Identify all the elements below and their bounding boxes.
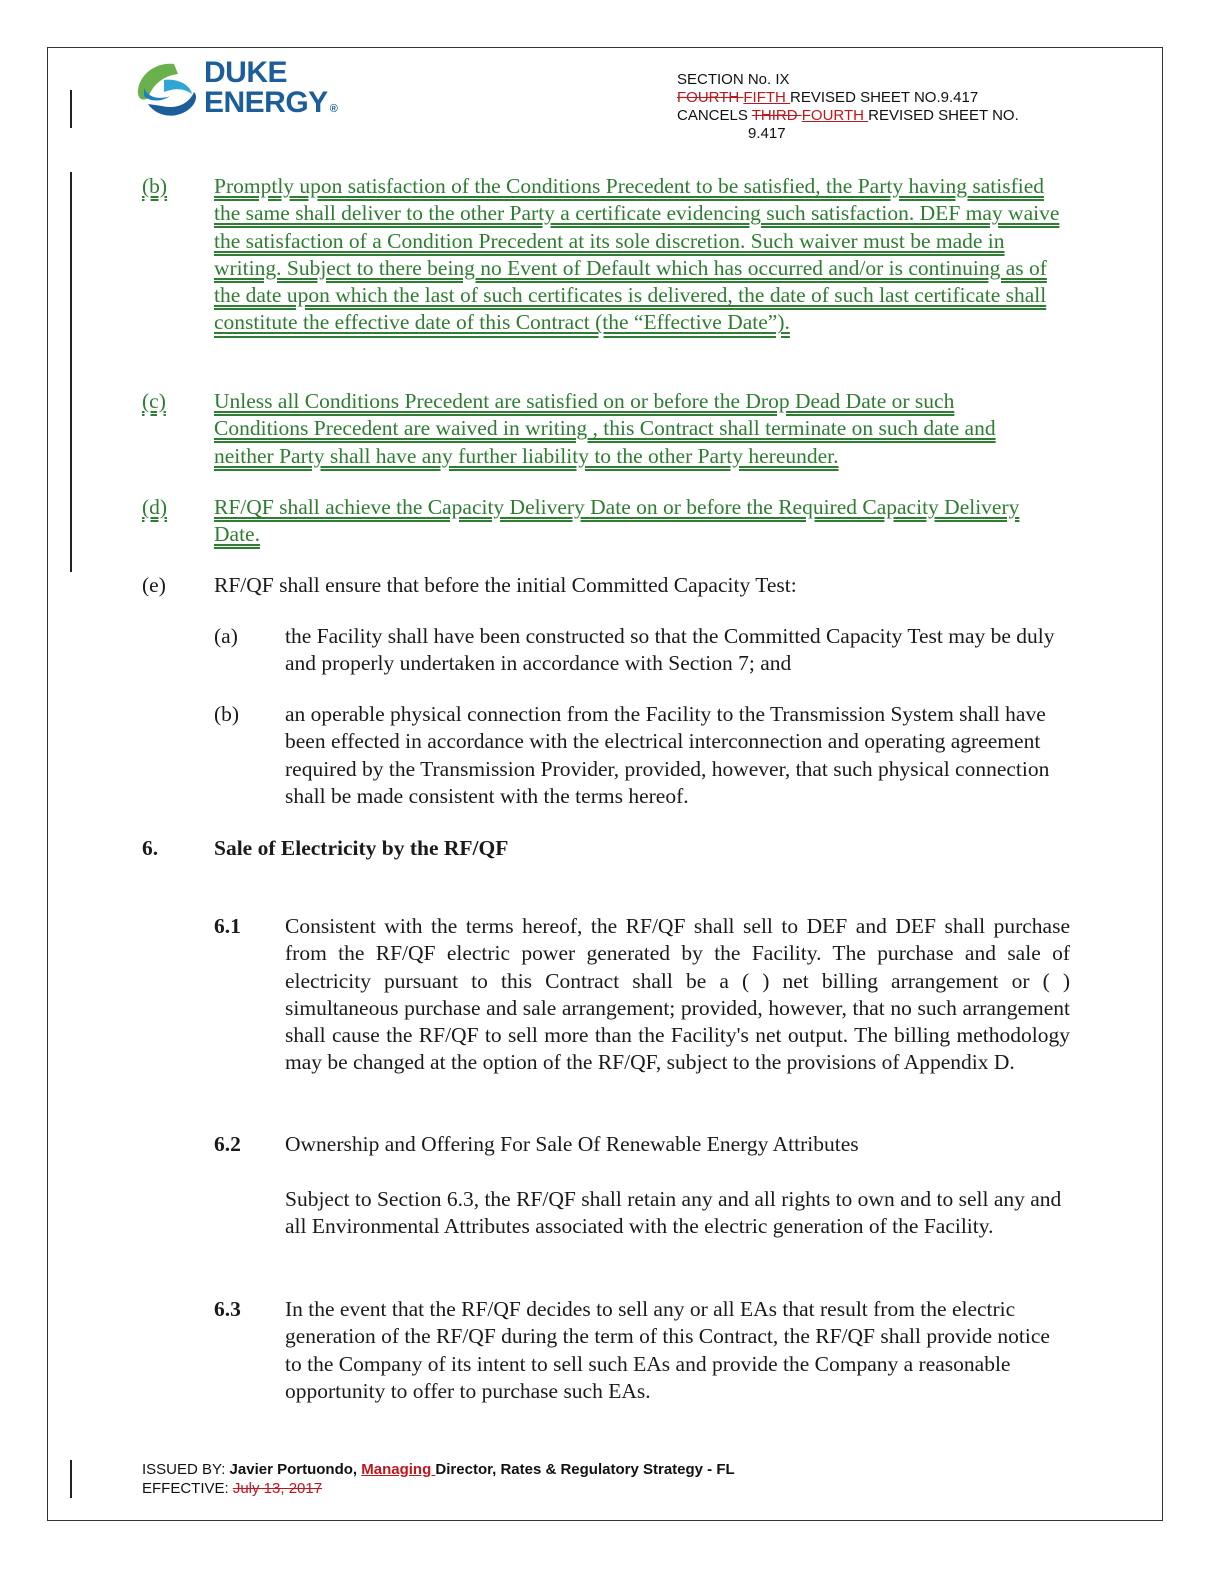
clause-c-label: (c) (142, 389, 166, 413)
subclause-b-label: (b) (214, 702, 240, 726)
issued-by-inserted: Managing (361, 1461, 436, 1478)
section-number: SECTION No. IX (677, 71, 790, 88)
sheet-inserted-text: FIFTH (743, 89, 791, 106)
logo-line2: ENERGY (204, 86, 328, 119)
logo-reg-mark: ® (329, 103, 338, 115)
change-bar-header (70, 90, 72, 128)
section-6-2-text: Subject to Section 6.3, the RF/QF shall retain any and all rights to own and to sell any and all Environmental Attributes associated with the electric generation of the Facility. (285, 1187, 1062, 1239)
sheet-header (677, 71, 1019, 143)
subclause-b-text: an operable physical connection from the Facility to the Transmission System shall have been effected in accordance with the electrical interconnection and operating agreement required by the Transmission Provider, provided, however, that such physical connection shall be made consistent with the terms hereof. (285, 702, 1050, 808)
clause-c-text: Unless all Conditions Precedent are satisfied on or before the Drop Dead Date or such Conditions Precedent are waived in writing , this Contract shall terminate on such date and neither Party shall have any further liability to the other Party hereunder. (214, 389, 996, 468)
issued-by-title: Director, Rates & Regulatory Strategy - FL (435, 1461, 735, 1478)
footer-issued-by (142, 1461, 735, 1479)
cancels-line (677, 107, 1019, 125)
section-6-2-title: Ownership and Offering For Sale Of Renewable Energy Attributes (285, 1132, 859, 1156)
cancels-prefix: CANCELS (677, 107, 752, 124)
footer-effective (142, 1480, 322, 1498)
change-bar-footer (70, 1460, 72, 1498)
section-6-title: Sale of Electricity by the RF/QF (214, 836, 509, 860)
issued-by-label: ISSUED BY: (142, 1461, 230, 1478)
cancels-rest-text: REVISED SHEET NO. (868, 107, 1019, 124)
cancels-number: 9.417 (748, 125, 786, 142)
section-6-3-number: 6.3 (214, 1297, 241, 1321)
section-6-3-text: In the event that the RF/QF decides to sell any or all EAs that result from the electric generation of the RF/QF during the term of this Contract, the RF/QF shall provide notice to the Company of its intent to sell such EAs and provide the Company a reasonable opportunity to offer to purchase such EAs. (285, 1297, 1050, 1403)
subclause-a-label: (a) (214, 624, 238, 648)
sheet-rest-text: REVISED SHEET NO.9.417 (790, 89, 979, 106)
clause-d-label: (d) (142, 495, 168, 519)
sheet-revision-line (677, 89, 1019, 107)
clause-d-text: RF/QF shall achieve the Capacity Delivery Date on or before the Required Capacity Delivery Date. (214, 495, 1020, 547)
issued-by-name: Javier Portuondo, (229, 1461, 362, 1478)
section-6-number: 6. (142, 836, 159, 860)
effective-label: EFFECTIVE: (142, 1480, 233, 1497)
sheet-deleted-text: FOURTH (677, 89, 744, 106)
logo-line1: DUKE (204, 56, 288, 89)
clause-b-text: Promptly upon satisfaction of the Conditions Precedent to be satisfied, the Party having satisfied the same shall deliver to the other Party a certificate evidencing such satisfaction. DEF may waive the satisfaction of a Condition Precedent at its sole discretion. Such waiver must be made in writing. Subject to there being no Event of Default which has occurred and/or is continuing as of the date upon which the last of such certificates is delivered, the date of such last certificate shall constitute the effective date of this Contract (the “Effective Date”). (214, 174, 1060, 335)
change-bar-body (70, 172, 72, 572)
subclause-a-text: the Facility shall have been constructed so that the Committed Capacity Test may be duly and properly undertaken in accordance with Section 7; and (285, 624, 1055, 676)
logo-mark-icon (134, 58, 200, 124)
logo-wordmark (204, 58, 337, 124)
cancels-deleted-text: THIRD (751, 107, 802, 124)
section-6-2-number: 6.2 (214, 1132, 241, 1156)
clause-b-label: (b) (142, 174, 168, 198)
effective-deleted-date: July 13, 2017 (232, 1480, 323, 1497)
clause-e-text: RF/QF shall ensure that before the initial Committed Capacity Test: (214, 573, 797, 597)
section-6-1-number: 6.1 (214, 914, 241, 938)
clause-e-label: (e) (142, 573, 166, 597)
cancels-inserted-text: FOURTH (801, 107, 869, 124)
duke-energy-logo (134, 58, 344, 128)
section-6-1-text: Consistent with the terms hereof, the RF/QF shall sell to DEF and DEF shall purchase from the RF/QF electric power generated by the Facility. The purchase and sale of electricity pursuant to this Contract shall be a ( ) net billing arrangement or ( ) simultaneous purchase and sale arrangement; provided, however, that no such arrangement shall cause the RF/QF to sell more than the Facility's net output. The billing methodology may be changed at the option of the RF/QF, subject to the provisions of Appendix D. (285, 914, 1070, 1075)
